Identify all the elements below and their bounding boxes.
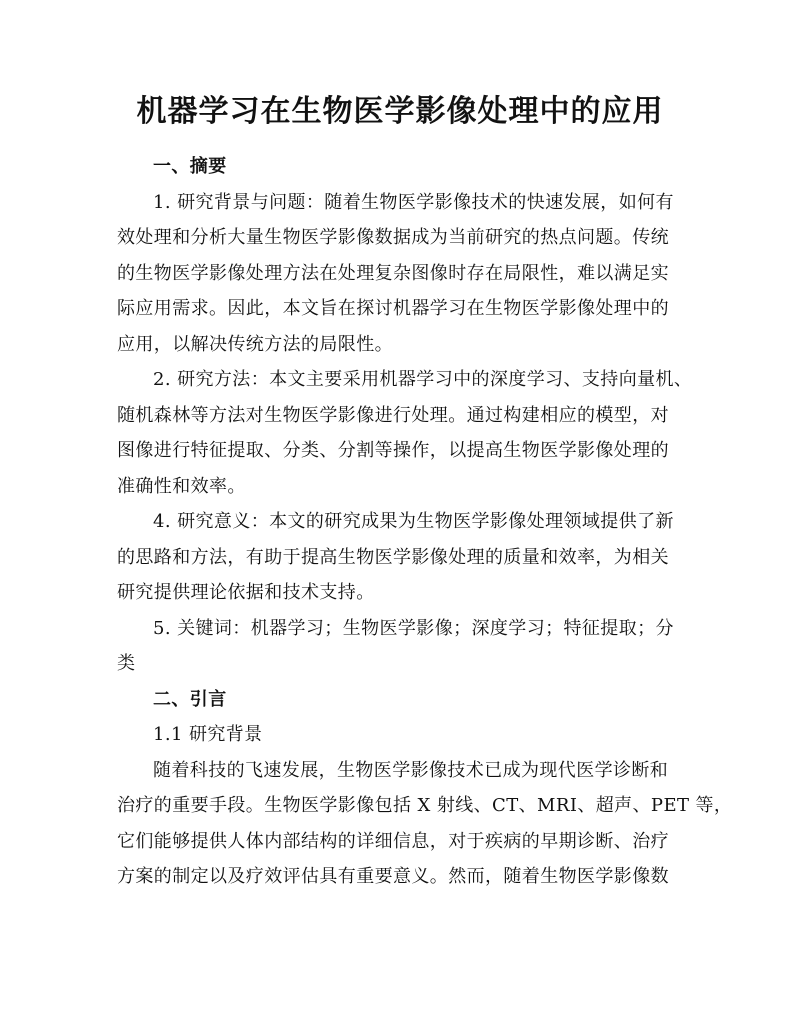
- paragraph-line: 它们能够提供人体内部结构的详细信息，对于疾病的早期诊断、治疗: [117, 830, 669, 852]
- paragraph-line: 的思路和方法，有助于提高生物医学影像处理的质量和效率，为相关: [117, 546, 669, 568]
- section-heading: 二、引言: [153, 688, 227, 710]
- paragraph-line: 图像进行特征提取、分类、分割等操作，以提高生物医学影像处理的: [117, 440, 669, 461]
- paragraph-line: 的生物医学影像处理方法在处理复杂图像时存在局限性，难以满足实: [117, 262, 669, 284]
- paragraph-line: 1.1 研究背景: [153, 724, 263, 745]
- paragraph-line: 方案的制定以及疗效评估具有重要意义。然而，随着生物医学影像数: [117, 866, 669, 887]
- paragraph-line: 效处理和分析大量生物医学影像数据成为当前研究的热点问题。传统: [117, 227, 669, 248]
- paragraph-line: 研究提供理论依据和技术支持。: [117, 582, 375, 603]
- document-title: 机器学习在生物医学影像处理中的应用: [136, 94, 664, 129]
- paragraph-line: 2. 研究方法：本文主要采用机器学习中的深度学习、支持向量机、: [153, 369, 693, 390]
- paragraph-line: 准确性和效率。: [117, 475, 246, 497]
- paragraph-line: 随着科技的飞速发展，生物医学影像技术已成为现代医学诊断和: [153, 759, 669, 781]
- paragraph-line: 治疗的重要手段。生物医学影像包括 X 射线、CT、MRI、超声、PET 等，: [117, 795, 733, 816]
- paragraph-line: 随机森林等方法对生物医学影像进行处理。通过构建相应的模型，对: [117, 404, 669, 426]
- paragraph-line: 5. 关键词：机器学习；生物医学影像；深度学习；特征提取；分: [153, 617, 674, 639]
- paragraph-line: 应用，以解决传统方法的局限性。: [117, 333, 393, 355]
- paragraph-line: 际应用需求。因此，本文旨在探讨机器学习在生物医学影像处理中的: [117, 298, 669, 319]
- document-body: [117, 149, 733, 895]
- section-heading: 一、摘要: [153, 156, 227, 177]
- paragraph-line: 4. 研究意义：本文的研究成果为生物医学影像处理领域提供了新: [153, 511, 674, 532]
- paragraph-line: 类: [117, 653, 136, 674]
- paragraph-line: 1. 研究背景与问题：随着生物医学影像技术的快速发展，如何有: [153, 191, 674, 213]
